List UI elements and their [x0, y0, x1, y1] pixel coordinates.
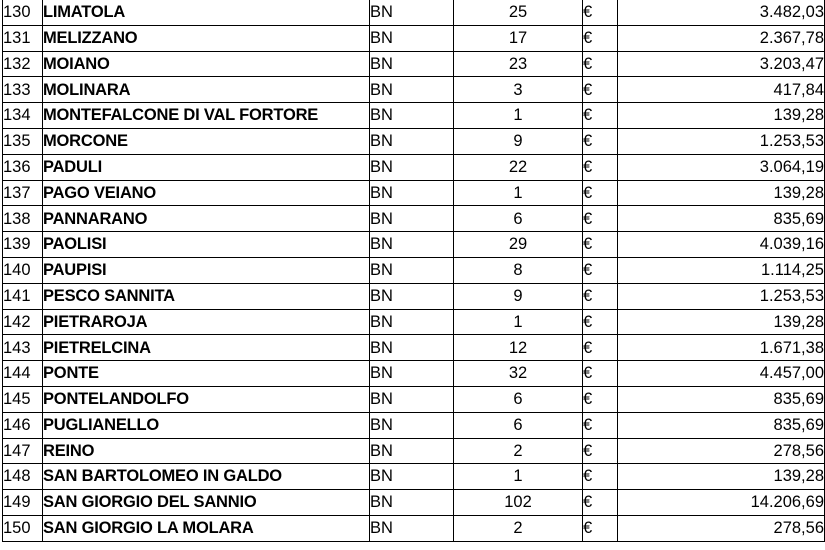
currency-symbol: € [583, 25, 618, 51]
currency-symbol: € [583, 51, 618, 77]
amount: 417,84 [618, 77, 825, 103]
table-row [3, 335, 825, 361]
province-code: BN [370, 25, 454, 51]
amount: 1.253,53 [618, 283, 825, 309]
province-code: BN [370, 335, 454, 361]
amount: 835,69 [618, 412, 825, 438]
currency-symbol: € [583, 515, 618, 541]
amount: 4.457,00 [618, 361, 825, 387]
table-row [3, 464, 825, 490]
row-number: 147 [3, 438, 43, 464]
amount: 278,56 [618, 438, 825, 464]
province-code: BN [370, 361, 454, 387]
quantity: 23 [454, 51, 583, 77]
row-number: 141 [3, 283, 43, 309]
currency-symbol: € [583, 128, 618, 154]
table-row [3, 25, 825, 51]
row-number: 133 [3, 77, 43, 103]
currency-symbol: € [583, 257, 618, 283]
row-number: 131 [3, 25, 43, 51]
table-row [3, 490, 825, 516]
amount: 835,69 [618, 386, 825, 412]
amount: 1.253,53 [618, 128, 825, 154]
row-number: 150 [3, 515, 43, 541]
quantity: 1 [454, 180, 583, 206]
quantity: 9 [454, 283, 583, 309]
amount: 139,28 [618, 464, 825, 490]
municipality-name: SAN GIORGIO DEL SANNIO [43, 490, 370, 516]
currency-symbol: € [583, 103, 618, 129]
province-code: BN [370, 206, 454, 232]
row-number: 134 [3, 103, 43, 129]
province-code: BN [370, 438, 454, 464]
currency-symbol: € [583, 490, 618, 516]
table-row [3, 438, 825, 464]
row-number: 149 [3, 490, 43, 516]
province-code: BN [370, 77, 454, 103]
row-number: 143 [3, 335, 43, 361]
municipality-name: PAOLISI [43, 232, 370, 258]
row-number: 137 [3, 180, 43, 206]
municipality-name: PIETRELCINA [43, 335, 370, 361]
row-number: 132 [3, 51, 43, 77]
row-number: 136 [3, 154, 43, 180]
province-code: BN [370, 180, 454, 206]
province-code: BN [370, 51, 454, 77]
municipality-name: PAGO VEIANO [43, 180, 370, 206]
row-number: 148 [3, 464, 43, 490]
municipality-name: SAN BARTOLOMEO IN GALDO [43, 464, 370, 490]
municipality-name: PONTE [43, 361, 370, 387]
table-row [3, 77, 825, 103]
amount: 278,56 [618, 515, 825, 541]
province-code: BN [370, 464, 454, 490]
municipality-name: PESCO SANNITA [43, 283, 370, 309]
amount: 3.203,47 [618, 51, 825, 77]
row-number: 145 [3, 386, 43, 412]
province-code: BN [370, 309, 454, 335]
row-number: 135 [3, 128, 43, 154]
currency-symbol: € [583, 283, 618, 309]
row-number: 140 [3, 257, 43, 283]
table-row [3, 0, 825, 25]
municipality-name: MOIANO [43, 51, 370, 77]
quantity: 1 [454, 309, 583, 335]
table-row [3, 232, 825, 258]
table-row [3, 180, 825, 206]
province-code: BN [370, 128, 454, 154]
province-code: BN [370, 283, 454, 309]
quantity: 6 [454, 206, 583, 232]
municipality-name: PADULI [43, 154, 370, 180]
municipality-name: MONTEFALCONE DI VAL FORTORE [43, 103, 370, 129]
province-code: BN [370, 232, 454, 258]
municipality-name: PAUPISI [43, 257, 370, 283]
table-row [3, 257, 825, 283]
municipality-name: LIMATOLA [43, 0, 370, 25]
quantity: 6 [454, 412, 583, 438]
currency-symbol: € [583, 180, 618, 206]
table-row [3, 412, 825, 438]
row-number: 144 [3, 361, 43, 387]
currency-symbol: € [583, 154, 618, 180]
table-row [3, 283, 825, 309]
currency-symbol: € [583, 206, 618, 232]
quantity: 6 [454, 386, 583, 412]
amount: 1.671,38 [618, 335, 825, 361]
province-code: BN [370, 103, 454, 129]
quantity: 2 [454, 515, 583, 541]
currency-symbol: € [583, 464, 618, 490]
amount: 139,28 [618, 180, 825, 206]
quantity: 32 [454, 361, 583, 387]
row-number: 139 [3, 232, 43, 258]
amount: 835,69 [618, 206, 825, 232]
municipality-name: MOLINARA [43, 77, 370, 103]
amount: 4.039,16 [618, 232, 825, 258]
municipality-table [2, 0, 825, 542]
amount: 1.114,25 [618, 257, 825, 283]
province-code: BN [370, 412, 454, 438]
municipality-name: PUGLIANELLO [43, 412, 370, 438]
row-number: 146 [3, 412, 43, 438]
municipality-name: MELIZZANO [43, 25, 370, 51]
amount: 139,28 [618, 309, 825, 335]
quantity: 22 [454, 154, 583, 180]
row-number: 138 [3, 206, 43, 232]
row-number: 130 [3, 0, 43, 25]
table-row [3, 154, 825, 180]
amount: 3.482,03 [618, 0, 825, 25]
table-row [3, 361, 825, 387]
currency-symbol: € [583, 77, 618, 103]
quantity: 25 [454, 0, 583, 25]
province-code: BN [370, 386, 454, 412]
table-body [3, 0, 825, 541]
province-code: BN [370, 0, 454, 25]
currency-symbol: € [583, 232, 618, 258]
row-number: 142 [3, 309, 43, 335]
table-row [3, 309, 825, 335]
currency-symbol: € [583, 309, 618, 335]
municipality-name: MORCONE [43, 128, 370, 154]
municipality-name: REINO [43, 438, 370, 464]
municipality-name: PONTELANDOLFO [43, 386, 370, 412]
quantity: 3 [454, 77, 583, 103]
currency-symbol: € [583, 335, 618, 361]
quantity: 29 [454, 232, 583, 258]
quantity: 102 [454, 490, 583, 516]
amount: 14.206,69 [618, 490, 825, 516]
province-code: BN [370, 257, 454, 283]
quantity: 2 [454, 438, 583, 464]
municipality-name: PANNARANO [43, 206, 370, 232]
municipality-name: PIETRAROJA [43, 309, 370, 335]
amount: 139,28 [618, 103, 825, 129]
province-code: BN [370, 490, 454, 516]
municipality-name: SAN GIORGIO LA MOLARA [43, 515, 370, 541]
province-code: BN [370, 154, 454, 180]
table-row [3, 51, 825, 77]
quantity: 8 [454, 257, 583, 283]
table-row [3, 206, 825, 232]
currency-symbol: € [583, 386, 618, 412]
table-row [3, 515, 825, 541]
quantity: 12 [454, 335, 583, 361]
quantity: 17 [454, 25, 583, 51]
quantity: 9 [454, 128, 583, 154]
currency-symbol: € [583, 412, 618, 438]
currency-symbol: € [583, 438, 618, 464]
amount: 2.367,78 [618, 25, 825, 51]
quantity: 1 [454, 103, 583, 129]
table-row [3, 386, 825, 412]
currency-symbol: € [583, 0, 618, 25]
table-row [3, 103, 825, 129]
table-row [3, 128, 825, 154]
currency-symbol: € [583, 361, 618, 387]
amount: 3.064,19 [618, 154, 825, 180]
quantity: 1 [454, 464, 583, 490]
province-code: BN [370, 515, 454, 541]
